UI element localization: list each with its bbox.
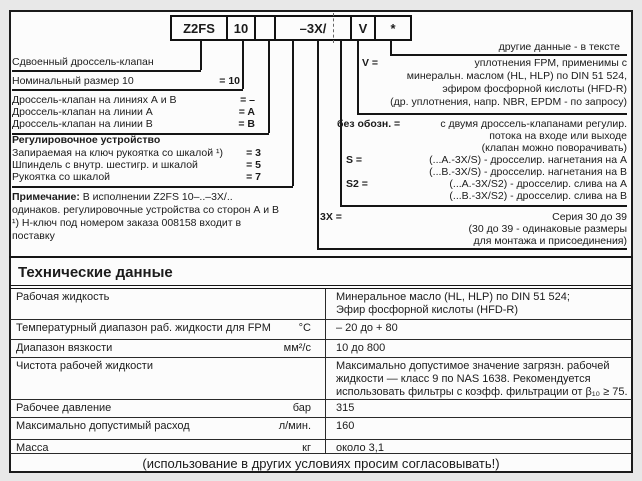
row-unit: бар xyxy=(292,402,311,414)
row-unit: °С xyxy=(298,322,311,334)
connector-line xyxy=(340,205,627,207)
row-value: около 3,1 xyxy=(336,442,384,454)
note-line: поставку xyxy=(12,230,55,242)
annotation-line: (...В.-3X/S2) - дросселир. слива на В xyxy=(449,190,627,202)
designation-label: Дроссель-клапан на линии В xyxy=(12,118,153,130)
designation-row xyxy=(12,56,240,68)
row-unit: л/мин. xyxy=(278,420,311,432)
row-value: 160 xyxy=(336,420,355,432)
row-value: Эфир фосфорной кислоты (HFD-R) xyxy=(336,304,519,316)
note-line: одинаков. регулировочные устройства со сторон А и В xyxy=(12,204,280,216)
designation-value: = B xyxy=(238,118,255,130)
key-3x: 3X = xyxy=(320,211,342,223)
row-value: 315 xyxy=(336,402,355,414)
code-box-star: * xyxy=(374,15,412,41)
row-value: – 20 до + 80 xyxy=(336,322,398,334)
designation-value: = 3 xyxy=(246,147,261,159)
code-box-seal: V xyxy=(350,15,376,41)
key-s2: S2 = xyxy=(346,178,368,190)
key-nodesig: без обозн. = xyxy=(337,118,401,130)
annotation-line: (...А.-3X/S) - дросселир. нагнетания на А xyxy=(429,154,627,166)
section-divider xyxy=(9,256,633,258)
table-row xyxy=(10,289,632,320)
connector-line xyxy=(12,70,201,72)
row-value: Максимально допустимое значение загрязн. рабочей xyxy=(336,360,610,372)
table-row xyxy=(10,418,632,440)
designation-label: Дроссель-клапан на линиях А и В xyxy=(12,94,177,106)
designation-label: Дроссель-клапан на линии А xyxy=(12,106,153,118)
row-label: Температурный диапазон раб. жидкости для FPM xyxy=(16,322,271,334)
row-label: Масса xyxy=(16,442,49,454)
designation-row xyxy=(12,106,255,118)
annotation-line: для монтажа и присоединения) xyxy=(473,235,627,247)
annotation-line: эфиром фосфорной кислоты (HFD-R) xyxy=(442,83,627,95)
annotation-line: (...В.-3X/S) - дросселир. нагнетания на В xyxy=(429,166,627,178)
row-label: Максимально допустимый расход xyxy=(16,420,190,432)
code-box-series: –3X/ xyxy=(274,15,352,41)
row-label: Чистота рабочей жидкости xyxy=(16,360,153,372)
code-box-line xyxy=(254,15,276,41)
annotation-line: (др. уплотнения, напр. NBR, EPDM - по запросу) xyxy=(390,96,627,108)
annotation-line: потока на входе или выходе xyxy=(489,130,627,142)
code-box-size: 10 xyxy=(226,15,256,41)
usage-footnote: (использование в других условиях просим согласовывать!) xyxy=(142,456,500,471)
table-row xyxy=(10,400,632,418)
tech-data-heading: Технические данные xyxy=(18,264,173,281)
designation-row xyxy=(12,171,261,183)
key-s: S = xyxy=(346,154,363,166)
annotation-line: (...А.-3X/S2) - дросселир. слива на А xyxy=(449,178,627,190)
row-label: Диапазон вязкости xyxy=(16,342,113,354)
designation-label: Рукоятка со шкалой xyxy=(12,171,111,183)
connector-line xyxy=(317,248,627,250)
adjustment-device-heading: Регулировочное устройство xyxy=(12,134,161,146)
connector-line xyxy=(317,40,319,248)
designation-row xyxy=(12,118,255,130)
note-title: Примечание: xyxy=(12,191,80,203)
tech-table xyxy=(10,285,632,473)
row-value: 10 до 800 xyxy=(336,342,386,354)
annotation-line: (30 до 39 - одинаковые размеры xyxy=(468,223,627,235)
code-box-model: Z2FS xyxy=(170,15,228,41)
designation-row xyxy=(12,159,261,171)
row-value: использовать фильтры с коэфф. фильтрации от β₁₀ ≥ 75. xyxy=(336,386,628,398)
designation-value: = 10 xyxy=(219,75,240,87)
annotation-line: с двумя дроссель-клапанами регулир. xyxy=(440,118,627,130)
row-unit: кг xyxy=(302,442,311,454)
annotation-line: другие данные - в тексте xyxy=(498,41,620,53)
designation-label: Запираемая на ключ рукоятка со шкалой ¹) xyxy=(12,147,224,159)
note-text: В исполнении Z2FS 10–..–3X/.. xyxy=(82,191,233,203)
connector-line xyxy=(12,89,243,91)
connector-line xyxy=(357,113,627,115)
designation-value: = A xyxy=(238,106,255,118)
note-line: ¹) Н-ключ под номером заказа 008158 входит в xyxy=(12,217,242,229)
annotation-line: уплотнения FPM, применимы с xyxy=(474,57,627,69)
row-unit: мм²/с xyxy=(283,342,311,354)
connector-line xyxy=(268,40,270,133)
table-row xyxy=(10,440,632,454)
table-row xyxy=(10,320,632,340)
designation-row xyxy=(12,94,255,106)
order-code-boxes xyxy=(170,15,412,41)
connector-line xyxy=(390,54,627,56)
designation-label: Шпиндель с внутр. шестигр. и шкалой xyxy=(12,159,198,171)
connector-line xyxy=(242,40,244,89)
key-v: V = xyxy=(362,57,379,69)
designation-value: = 7 xyxy=(246,171,261,183)
row-label: Рабочая жидкость xyxy=(16,291,110,303)
designation-label: Номинальный размер 10 xyxy=(12,75,134,87)
annotation-line: (клапан можно поворачивать) xyxy=(481,142,627,154)
annotation-line: минеральн. маслом (HL, HLP) по DIN 51 524, xyxy=(406,70,627,82)
designation-row xyxy=(12,75,240,87)
connector-line xyxy=(292,40,294,186)
table-row xyxy=(10,340,632,358)
designation-row xyxy=(12,147,261,159)
row-label: Рабочее давление xyxy=(16,402,112,414)
table-row xyxy=(10,358,632,400)
annotation-line: Серия 30 до 39 xyxy=(552,211,627,223)
row-value: Минеральное масло (HL, HLP) по DIN 51 524; xyxy=(336,291,570,303)
designation-value: = – xyxy=(240,94,255,106)
designation-label: Сдвоенный дроссель-клапан xyxy=(12,56,154,68)
row-value: жидкости — класс 9 по NAS 1638. Рекомендуется xyxy=(336,373,591,385)
designation-value: = 5 xyxy=(246,159,261,171)
note-line xyxy=(12,191,233,203)
connector-line xyxy=(12,186,293,188)
